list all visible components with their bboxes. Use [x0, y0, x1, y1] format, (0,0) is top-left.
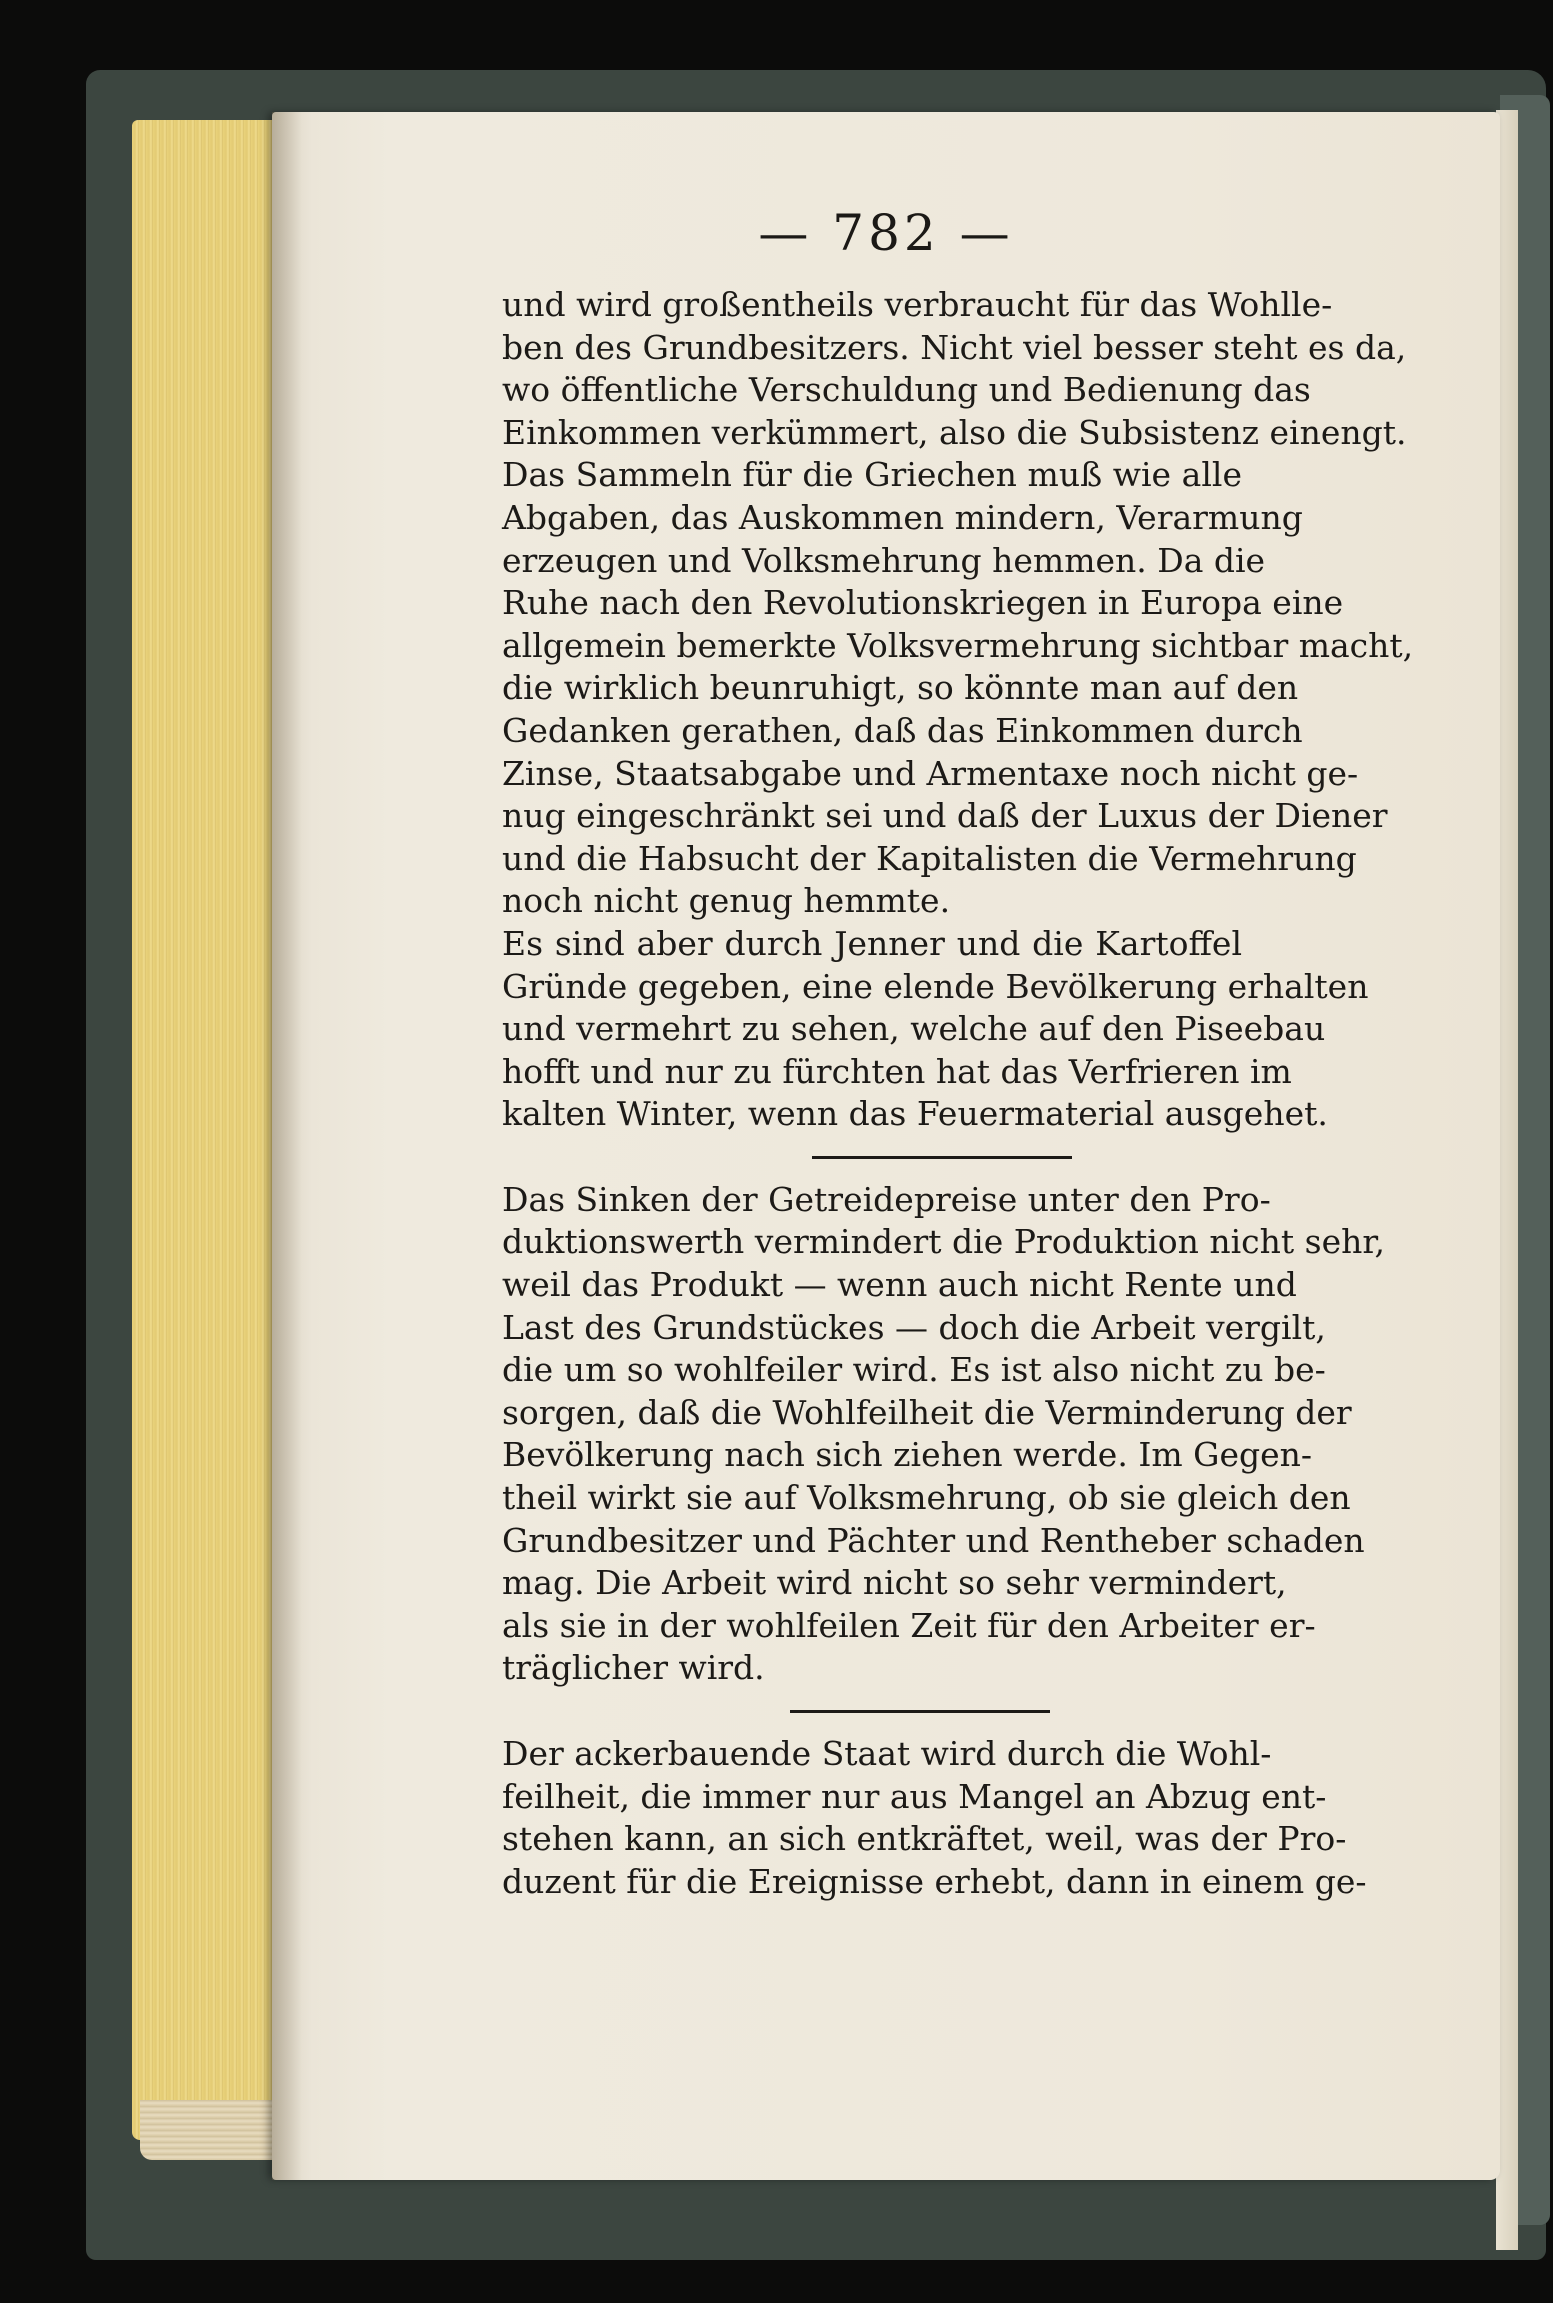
- text-line: theil wirkt sie auf Volksmehrung, ob sie gleich den: [502, 1478, 1351, 1518]
- paragraph: [502, 1179, 1386, 1690]
- text-line: Einkommen verkümmert, also die Subsistenz einengt.: [502, 412, 1407, 452]
- paragraph: [502, 284, 1407, 454]
- text-body: [502, 284, 1414, 1903]
- text-line: Gedanken gerathen, daß das Einkommen durch: [502, 710, 1303, 750]
- text-line: ben des Grundbesitzers. Nicht viel besser steht es da,: [502, 327, 1407, 367]
- text-line: Zinse, Staatsabgabe und Armentaxe noch nicht ge-: [502, 753, 1359, 793]
- book-page: [272, 112, 1500, 2180]
- section-divider: [812, 1156, 1072, 1159]
- text-line: Das Sinken der Getreidepreise unter den Pro-: [502, 1179, 1271, 1219]
- text-line: Abgaben, das Auskommen mindern, Verarmung: [502, 497, 1303, 537]
- text-line: hofft und nur zu fürchten hat das Verfrieren im: [502, 1051, 1292, 1091]
- section-divider: [790, 1710, 1050, 1713]
- text-line: Last des Grundstückes — doch die Arbeit vergilt,: [502, 1307, 1326, 1347]
- text-line: duzent für die Ereignisse erhebt, dann in einem ge-: [502, 1861, 1367, 1901]
- text-line: kalten Winter, wenn das Feuermaterial ausgehet.: [502, 1094, 1328, 1134]
- text-line: Der ackerbauende Staat wird durch die Wohl-: [502, 1734, 1272, 1773]
- paragraph: [502, 454, 1414, 923]
- gutter-shadow: [272, 112, 302, 2180]
- text-line: als sie in der wohlfeilen Zeit für den Arbeiter er-: [502, 1605, 1316, 1645]
- text-line: Bevölkerung nach sich ziehen werde. Im Gegen-: [502, 1435, 1313, 1475]
- page-number: — 782 —: [758, 204, 1014, 262]
- paragraph: [502, 923, 1369, 1136]
- text-line: stehen kann, an sich entkräftet, weil, was der Pro-: [502, 1819, 1347, 1859]
- text-line: die um so wohlfeiler wird. Es ist also nicht zu be-: [502, 1350, 1326, 1390]
- text-line: mag. Die Arbeit wird nicht so sehr vermindert,: [502, 1563, 1287, 1603]
- text-line: allgemein bemerkte Volksvermehrung sichtbar macht,: [502, 625, 1414, 665]
- text-line: nug eingeschränkt sei und daß der Luxus der Diener: [502, 796, 1388, 836]
- text-line: und vermehrt zu sehen, welche auf den Piseebau: [502, 1009, 1326, 1049]
- text-line: Das Sammeln für die Griechen muß wie alle: [502, 455, 1242, 495]
- text-line: und die Habsucht der Kapitalisten die Vermehrung: [502, 838, 1357, 878]
- text-line: Ruhe nach den Revolutionskriegen in Europa eine: [502, 583, 1344, 623]
- text-line: weil das Produkt — wenn auch nicht Rente und: [502, 1265, 1297, 1305]
- text-line: erzeugen und Volksmehrung hemmen. Da die: [502, 540, 1266, 580]
- text-line: noch nicht genug hemmte.: [502, 881, 951, 921]
- text-line: Es sind aber durch Jenner und die Kartoffel: [502, 923, 1242, 963]
- text-line: Gründe gegeben, eine elende Bevölkerung erhalten: [502, 966, 1369, 1006]
- text-line: duktionswerth vermindert die Produktion nicht sehr,: [502, 1222, 1386, 1262]
- text-line: sorgen, daß die Wohlfeilheit die Verminderung der: [502, 1392, 1352, 1432]
- page-stack-edges: [132, 120, 282, 2140]
- paragraph: [502, 1733, 1367, 1903]
- text-line: feilheit, die immer nur aus Mangel an Abzug ent-: [502, 1776, 1327, 1816]
- text-line: träglicher wird.: [502, 1648, 765, 1688]
- text-line: Grundbesitzer und Pächter und Rentheber schaden: [502, 1520, 1365, 1560]
- text-line: die wirklich beunruhigt, so könnte man auf den: [502, 668, 1299, 708]
- text-line: und wird großentheils verbraucht für das Wohlle-: [502, 285, 1333, 324]
- text-line: wo öffentliche Verschuldung und Bedienung das: [502, 370, 1311, 410]
